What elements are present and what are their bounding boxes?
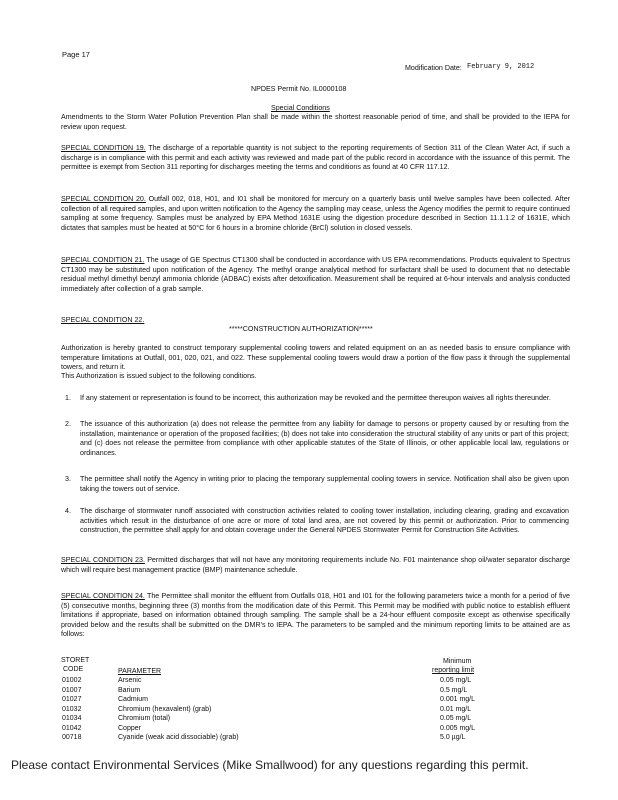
condition-20-text: Outfall 002, 018, H01, and I01 shall be monitored for mercury on a quarterly basis until twelve samples have been collected. After collection of all required samples, and upon written notification to the Agency the sampling may cease, unless the Agency modifies the permit to require continued sampling at some frequency. Samples must be analyzed by EPA Method 1631E using the digestion procedure described in Section 11.1.1.2 of 1631E, which dictates that samples must be heated at 50°C for 6 hours in a bromine chloride (BrCl) solution in closed vessels. — [61, 195, 570, 232]
special-condition-21 — [61, 256, 570, 294]
section-title: Special Conditions — [271, 104, 330, 112]
storet-code: 01007 — [62, 686, 82, 694]
table-row — [62, 676, 81, 743]
page-number: Page 17 — [62, 50, 90, 59]
reporting-limit: 0.01 mg/L — [440, 705, 472, 713]
parameter-name: Arsenic — [118, 677, 142, 684]
modification-label: Modification Date: — [405, 64, 462, 72]
storet-code: 00718 — [62, 734, 82, 741]
table-row — [440, 676, 475, 743]
item-3-number: 3. — [65, 475, 71, 483]
reporting-limit: 0.05 mg/L — [440, 715, 472, 722]
modification-date: February 9, 2012 — [467, 63, 535, 71]
parameter-name: Copper — [118, 724, 141, 732]
min-limit-header-2: reporting limit — [432, 667, 475, 674]
storet-header-1: STORET — [61, 657, 90, 664]
parameter-name: Chromium (hexavalent) (grab) — [118, 705, 212, 713]
storet-code: 01027 — [62, 696, 82, 703]
condition-21-label: SPECIAL CONDITION 21. — [61, 256, 145, 264]
item-1-number: 1. — [65, 394, 71, 402]
condition-24-label: SPECIAL CONDITION 24. — [61, 592, 145, 600]
condition-23-text: Permitted discharges that will not have any monitoring requirements include No. F01 maintenance shop oil/water separator discharge which will require best management practice (BMP) maintenance schedule. — [61, 556, 570, 574]
special-condition-23 — [61, 556, 570, 575]
condition-22-text2: This Authorization is issued subject to the following conditions. — [61, 372, 257, 380]
condition-21-text: The usage of GE Spectrus CT1300 shall be conducted in accordance with US EPA recommendations. Products equivalent to Spectrus CT1300 may be substituted upon notification of the Agency. The methyl orange analytical method for surfactant shall be used to document that no detectable residual methyl dimethyl benzyl ammonia chloride (ADBAC) exists after detoxification. Measurement shall be required at 6-hour intervals and analysis conducted immediately after collection of a grab sample. — [61, 256, 570, 293]
item-1-text: If any statement or representation is found to be incorrect, this authorization may be revoked and the permittee thereupon waives all rights thereunder. — [80, 394, 551, 402]
condition-19-label: SPECIAL CONDITION 19. — [61, 144, 146, 152]
condition-22-text: Authorization is hereby granted to construct temporary supplemental cooling towers and related equipment on an as needed basis to ensure compliance with temperature limitations at Outfall, 001, 020, 021, and 022. These supplemental cooling towers would draw a portion of the flow pass it through the supplemental towers, and return it. — [61, 344, 570, 371]
special-condition-19 — [61, 144, 570, 173]
min-limit-header-1: Minimum — [443, 658, 472, 665]
intro-paragraph: Amendments to the Storm Water Pollution Prevention Plan shall be made within the shortest reasonable period of time, and shall be provided to the IEPA for review upon request. — [61, 113, 570, 131]
table-row — [118, 676, 239, 743]
construction-authorization-heading: *****CONSTRUCTION AUTHORIZATION***** — [229, 325, 373, 333]
item-4-text: The discharge of stormwater runoff associated with construction activities related to cooling tower installation, including clearing, grading and excavation activities which result in the disturbance of one acre or more of total land area, are not covered by this permit or authorization. Prior to commencing construction, the permittee shall apply for and obtain coverage under the General NPDES Stormwater Permit for Construction Site Activities. — [80, 507, 569, 534]
storet-header-2: CODE — [63, 666, 84, 673]
condition-23-label: SPECIAL CONDITION 23. — [61, 556, 145, 564]
reporting-limit: 0.001 mg/L — [440, 696, 476, 703]
item-2-number: 2. — [65, 420, 71, 428]
reporting-limit: 0.5 mg/L — [440, 686, 468, 694]
special-condition-20 — [61, 195, 570, 233]
storet-code: 01002 — [62, 677, 82, 684]
storet-code: 01034 — [62, 715, 82, 722]
item-3-text: The permittee shall notify the Agency in writing prior to placing the temporary supplemental cooling towers in service. Notification shall also be given upon taking the towers out of service. — [80, 475, 569, 493]
special-condition-24 — [61, 592, 570, 640]
storet-code: 01042 — [62, 724, 82, 732]
parameter-name: Cadmium — [118, 696, 148, 703]
permit-number: NPDES Permit No. IL0000108 — [251, 85, 347, 93]
condition-22-label: SPECIAL CONDITION 22. — [61, 316, 145, 324]
reporting-limit: 0.005 mg/L — [440, 724, 476, 732]
parameter-header: PARAMETER — [118, 668, 162, 675]
condition-24-text: The Permittee shall monitor the effluent from Outfalls 018, H01 and I01 for the following parameters twice a month for a period of five (5) consecutive months, beginning three (3) months from the modification date of this Permit. This Permit may be modified with public notice to establish effluent limitations if appropriate, based on information obtained through sampling. The sample shall be a 24-hour effluent composite except as otherwise specifically provided below and the results shall be submitted on the DMR's to IEPA. The parameters to be sampled and the minimum reporting limits to be attained are as follows: — [61, 592, 570, 638]
condition-20-label: SPECIAL CONDITION 20. — [61, 195, 146, 203]
item-2-text: The issuance of this authorization (a) does not release the permittee from any liability for damage to persons or property caused by or resulting from the installation, maintenance or operation of the proposed facilities; (b) does not take into consideration the structural stability of any units or part of this project; and (c) does not release the permittee from compliance with other applicable statutes of the State of Illinois, or other applicable local law, regulations or ordinances. — [80, 420, 569, 457]
parameter-name: Cyanide (weak acid dissociable) (grab) — [118, 734, 239, 741]
item-4-number: 4. — [65, 507, 71, 515]
storet-code: 01032 — [62, 705, 82, 713]
reporting-limit: 5.0 µg/L — [440, 734, 466, 741]
parameter-name: Chromium (total) — [118, 715, 171, 722]
parameter-name: Barium — [118, 686, 141, 694]
condition-19-text: The discharge of a reportable quantity is not subject to the reporting requirements of Section 311 of the Clean Water Act, if such a discharge is in compliance with this permit and each activity was reviewed and made part of the public record in accordance with the issuance of this permit. The permittee is exempt from Section 311 reporting for discharges meeting the terms and conditions as found at 40 CFR 117.12. — [61, 144, 570, 171]
reporting-limit: 0.05 mg/L — [440, 677, 472, 684]
contact-footer: Please contact Environmental Services (Mike Smallwood) for any questions regarding this permit. — [11, 758, 529, 772]
